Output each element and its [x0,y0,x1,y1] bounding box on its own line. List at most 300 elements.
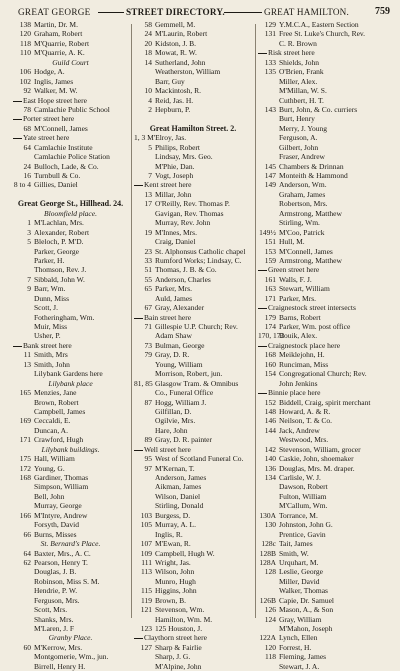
directory-entry [13,67,128,76]
occupant-name: Ogilvie, Mrs. [155,416,196,426]
cross-street-note [13,341,128,350]
occupant-name: Co., Funeral Office [155,388,214,398]
house-number: 143 [264,104,276,114]
house-number: 97 [144,463,152,473]
directory-entry [13,171,128,180]
house-number: 67 [144,303,152,313]
house-number: 171 [264,293,276,303]
cross-street-text: Risk street here [268,48,315,58]
directory-entry [258,520,394,529]
house-number: 11 [23,350,31,360]
subsection-heading [13,209,128,218]
directory-entry [134,520,252,529]
house-number: 120 [19,29,31,39]
directory-entry [13,530,128,539]
house-number: 64 [23,142,31,152]
directory-entry [13,228,128,237]
directory-entry [258,313,394,322]
directory-entry [13,48,128,57]
directory-entry [258,567,394,576]
occupant-name: Carlisle, W. J. [279,473,321,482]
directory-entry-continued [134,492,252,501]
directory-entry-continued [134,388,252,397]
occupant-name: Biddell, Craig, spirit merchant [279,397,371,407]
house-number: 79 [144,350,152,360]
house-number: 146 [264,416,276,426]
cross-street-text: Kent street here [144,180,192,190]
directory-entry-continued [134,209,252,218]
directory-entry [134,398,252,407]
directory-entry [258,105,394,114]
directory-entry-continued [258,133,394,142]
directory-entry [13,416,128,425]
occupant-name: Walker, Thomas [279,586,328,596]
house-number: 81, 85 [134,378,153,388]
cross-street-note [258,388,394,397]
house-number: 71 [144,322,152,331]
directory-entry [258,275,394,284]
directory-entry [258,360,394,369]
directory-entry-continued [13,322,128,331]
cross-street-note [258,341,394,350]
house-number: 119 [141,595,152,605]
occupant-name: Hendrie, P. W. [34,586,78,596]
occupant-name: Gilbert, John [279,142,319,152]
house-number: 161 [264,274,276,284]
house-number: 124 [264,614,276,624]
house-number: 171 [19,435,31,445]
directory-entry-continued [13,265,128,274]
directory-entry-continued [258,190,394,199]
directory-entry-continued [13,586,128,595]
cross-street-note [258,303,394,312]
occupant-name: Fleming, James [279,652,327,662]
house-number: 109 [140,548,152,558]
house-number: 131 [264,29,276,39]
occupant-name: M'Kerrow, Mrs. [34,642,83,652]
occupant-name: Birrell, Henry H. [34,661,86,671]
house-number: 33 [144,255,152,265]
house-number: 169 [19,416,31,426]
occupant-name: Parker, H. [34,255,65,265]
house-number: 51 [144,265,152,275]
directory-entry-continued [13,369,128,378]
occupant-name: Hogg, William J. [155,397,207,407]
directory-entry-continued [258,152,394,161]
occupant-name: M'Intyre, Andrew [34,510,88,520]
directory-entry-continued [134,360,252,369]
occupant-name: Sharp, J. G. [155,652,191,662]
leader-dash [258,270,267,271]
house-number: 135 [264,67,276,77]
occupant-name: Hodge, A. [34,67,65,77]
house-number: 118 [20,38,31,48]
house-number: 58 [144,20,152,29]
directory-entry-continued [13,615,128,624]
directory-entry [134,275,252,284]
leader-dash [13,346,22,347]
occupant-name: Bleloch, P. M'D. [34,237,84,247]
directory-entry [134,48,252,57]
directory-entry-continued [13,303,128,312]
occupant-name: M'Mahon, Joseph [279,624,333,633]
directory-entry-continued [134,67,252,76]
occupant-name: M'Alpine, John [155,661,202,671]
occupant-name: Capie, Dr. Samuel [279,595,334,605]
occupant-name: 125 Houston, J. [155,624,203,633]
subsection-heading [13,633,128,642]
header-right-street: GREAT HAMILTON. [264,7,350,17]
directory-entry [258,284,394,293]
occupant-name: Sutherland, John [155,57,206,67]
occupant-name: Millar, John [155,189,192,199]
directory-entry [13,105,128,114]
occupant-name: M'Laren, J. F [34,624,75,633]
directory-entry-continued [13,407,128,416]
directory-entry-continued [258,209,394,218]
occupant-name: Torrance, M. [279,510,318,520]
occupant-name: Auld, James [155,293,193,303]
occupant-name: Lindsay, Mrs. Geo. [155,152,213,162]
house-number: 160 [264,359,276,369]
directory-entry-continued [258,39,394,48]
occupant-name: Armstrong, Matthew [279,208,342,218]
occupant-name: Scott, Mrs. [34,605,68,615]
occupant-name: Lilybank Gardens here [34,369,103,379]
occupant-name: Inglis, James [34,76,74,86]
house-number: 13 [144,189,152,199]
directory-entry-continued [134,473,252,482]
directory-entry-continued [13,520,128,529]
directory-entry [134,643,252,652]
house-number: 107 [140,539,152,549]
occupant-name: Miller, David [279,576,320,586]
occupant-name: Stewart, William [279,284,330,294]
directory-entry [13,511,128,520]
directory-entry [13,218,128,227]
occupant-name: Parker, Wm. post office [279,322,351,331]
house-number: 128B [259,548,276,558]
directory-entry-continued [13,426,128,435]
occupant-name: Shields, John [279,57,320,67]
occupant-name: Philips, Robert [155,142,201,152]
occupant-name: Hamilton, Wm. M. [155,614,213,624]
occupant-name: M'Connell, James [279,246,333,256]
occupant-name: Burgess, D. [155,510,191,520]
directory-entry-continued [258,77,394,86]
directory-entry [258,162,394,171]
directory-entry [134,567,252,576]
cross-street-text: Craignestock place here [268,340,341,350]
occupant-name: Shanks, Mrs. [34,614,74,624]
house-number: 17 [144,199,152,209]
directory-entry [134,133,252,142]
cross-street-text: Bain street here [144,312,192,322]
house-number: 1 [27,218,31,228]
leader-dash [258,346,267,347]
house-number: 106 [19,67,31,77]
occupant-name: Graham, Robert [34,29,83,39]
column-2 [134,20,252,671]
house-number: 3 [27,227,31,237]
directory-entry-continued [258,586,394,595]
subsection-title: Bloomfield place. [44,208,97,218]
house-number: 19 [144,227,152,237]
occupant-name: Ceccaldi, E. [34,416,71,426]
directory-entry [258,237,394,246]
occupant-name: Glasgow Tram. & Omnibus [155,378,239,388]
occupant-name: Gillies, Daniel [34,180,78,190]
occupant-name: Gray, D. R. painter [155,435,212,445]
house-number: 121 [140,605,152,615]
occupant-name: Fulton, William [279,491,327,501]
house-number: 129 [264,20,276,29]
house-number: 142 [264,444,276,454]
occupant-name: Smith, John [34,359,70,369]
occupant-name: Parker, George [34,246,79,256]
house-number: 151 [264,237,276,247]
occupant-name: Caskie, John, shoemaker [279,454,354,464]
occupant-name: Simpson, William [34,482,89,492]
house-number: 126 [264,605,276,615]
occupant-name: M'Callum, Wm. [279,501,328,511]
cross-street-text: Well street here [144,444,191,454]
occupant-name: Vogt, Joseph [155,171,194,180]
directory-entry [134,228,252,237]
occupant-name: 1, 3 M'Elroy, Jas. [134,133,187,143]
directory-entry [13,558,128,567]
house-number: 18 [144,48,152,58]
occupant-name: O'Brien, Frank [279,67,324,77]
directory-entry [134,350,252,359]
occupant-name: Tait, James [279,539,313,549]
house-number: 60 [23,642,31,652]
occupant-name: Alexander, Robert [34,227,90,237]
directory-entry [134,341,252,350]
directory-entry [134,58,252,67]
occupant-name: Stewart, J. A. [279,661,320,671]
directory-entry-continued [134,294,252,303]
house-number: 23 [144,246,152,256]
subsection-title: Lilybank place [48,378,93,388]
occupant-name: Armstrong, Matthew [279,255,342,265]
house-number: 166 [19,510,31,520]
occupant-name: Young, G. [34,463,65,473]
leader-dash [134,318,143,319]
directory-entry [134,96,252,105]
header-left-street: GREAT GEORGE [18,7,91,17]
directory-entry-continued [258,435,394,444]
house-number: 149½ [259,227,276,237]
occupant-name: Brown, Robert [34,397,79,407]
directory-entry-continued [258,482,394,491]
occupant-name: Urquhart, M. [279,557,319,567]
directory-entry [13,388,128,397]
house-number: 172 [19,463,31,473]
directory-entry-continued [134,162,252,171]
house-number: 174 [264,322,276,331]
occupant-name: John Jenkins [279,378,318,388]
directory-entry [258,171,394,180]
occupant-name: Merry, J. Young [279,123,328,133]
directory-entry [258,605,394,614]
directory-entry [13,643,128,652]
directory-entry-continued [134,331,252,340]
cross-street-note [134,313,252,322]
occupant-name: Ferguson, Mrs. [34,595,80,605]
occupant-name: Parker, Mrs. [155,284,192,294]
cross-street-text: Bank street here [23,340,72,350]
house-number: 128A [259,557,276,567]
directory-entry-continued [134,615,252,624]
occupant-name: Brown, B. [155,595,187,605]
house-number: 140 [264,454,276,464]
leader-dash [13,101,22,102]
directory-entry-continued [13,605,128,614]
directory-entry [134,256,252,265]
cross-street-note [258,48,394,57]
house-number: 123 [140,624,152,633]
occupant-name: M'Quarrie, A. K. [34,48,85,58]
occupant-name: Barr, Wm. [34,284,66,294]
directory-entry [258,511,394,520]
occupant-name: Morrison, Robert, jun. [155,369,223,379]
directory-entry [13,77,128,86]
occupant-name: M'Laurin, Robert [155,29,208,39]
occupant-name: M'Ewan, R. [155,539,191,549]
directory-entry-continued [13,567,128,576]
house-number: 55 [144,274,152,284]
occupant-name: Congregational Church; Rev. [279,369,367,379]
occupant-name: Robinson, Miss S. M. [34,576,100,586]
directory-entry-continued [134,652,252,661]
occupant-name: Kidston, J. B. [155,38,197,48]
street-heading [13,199,128,208]
occupant-name: Stirling, Wm. [279,218,320,228]
occupant-name: M'Millan, W. S. [279,86,327,96]
house-number: 78 [23,104,31,114]
directory-entry-continued [258,530,394,539]
house-number: 102 [19,76,31,86]
occupant-name: Reid, Jas. H. [155,95,194,105]
occupant-name: Crawford, Hugh [34,435,84,445]
directory-entry [258,398,394,407]
directory-entry [13,464,128,473]
occupant-name: Scott, J. [34,303,58,313]
house-number: 149 [264,180,276,190]
occupant-name: Craig, Daniel [155,237,196,247]
house-number: 113 [141,567,152,577]
occupant-name: Muir, Miss [34,322,68,331]
directory-entry [258,256,394,265]
occupant-name: Duncan, A. [34,425,68,435]
house-number: 128 [264,567,276,577]
directory-entry [258,67,394,76]
column-1 [13,20,128,671]
house-number: 20 [144,38,152,48]
occupant-name: Dunn, Miss [34,293,70,303]
occupant-name: Wilson, Daniel [155,491,201,501]
occupant-name: Wilson, John [155,567,195,577]
occupant-name: Forrest, H. [279,642,312,652]
directory-entry [258,247,394,256]
column-divider-1 [131,24,132,618]
directory-entry [13,549,128,558]
house-number: 118 [265,652,276,662]
house-number: 148 [264,406,276,416]
directory-entry [13,454,128,463]
occupant-name: Anderson, Charles [155,274,211,284]
column-3 [258,20,394,671]
occupant-name: Hall, William [34,454,75,464]
directory-entry-continued [134,77,252,86]
leader-dash [258,53,267,54]
house-number: 111 [141,557,152,567]
directory-entry-continued [134,501,252,510]
occupant-name: Rumford Works; Lindsay, C. [155,255,242,265]
house-number: 159 [264,255,276,265]
directory-entry [258,445,394,454]
leader-dash [13,138,22,139]
house-number: 5 [27,237,31,247]
directory-entry [134,596,252,605]
occupant-name: West of Scotland Funeral Co. [155,454,244,464]
occupant-name: Usher, P. [34,331,61,341]
directory-entry [258,29,394,38]
occupant-name: Thomson, Rev. J. [34,265,87,275]
occupant-name: M'Kernan, T. [155,463,195,473]
occupant-name: Murray, Rev. John [155,218,211,228]
directory-entry [258,58,394,67]
house-number: 16 [23,171,31,180]
directory-entry [258,369,394,378]
column-divider-2 [255,24,256,618]
house-number: 24 [144,29,152,39]
directory-entry [13,237,128,246]
directory-entry-continued [13,152,128,161]
header-dash-right [224,12,262,13]
house-number: 64 [23,548,31,558]
directory-entry [13,124,128,133]
directory-entry [134,379,252,388]
occupant-name: Aikman, James [155,482,202,492]
occupant-name: Hull, M. [279,237,305,247]
directory-entry [13,143,128,152]
house-number: 154 [264,369,276,379]
directory-entry [258,473,394,482]
directory-entry [134,247,252,256]
directory-entry [134,284,252,293]
occupant-name: Gray, William [279,614,322,624]
occupant-name: M'Quarrie, Robert [34,38,90,48]
house-number: 62 [23,557,31,567]
house-number: 138 [19,20,31,29]
directory-entry [134,435,252,444]
leader-dash [134,450,143,451]
directory-entry-continued [134,426,252,435]
spacer [13,190,128,199]
occupant-name: Runciman, Miss [279,359,329,369]
occupant-name: Dawson, Robert [279,482,328,492]
directory-entry [134,586,252,595]
house-number: 175 [19,454,31,464]
directory-entry-continued [13,482,128,491]
directory-entry-continued [13,662,128,671]
house-number: 147 [264,171,276,180]
directory-entry [258,20,394,29]
occupant-name: Bell, John [34,491,65,501]
directory-entry-continued [13,577,128,586]
